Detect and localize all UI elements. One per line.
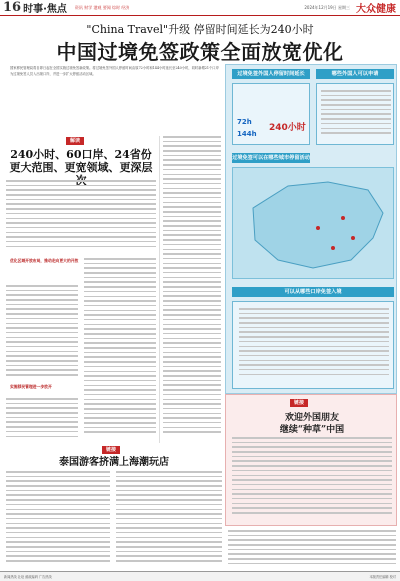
graphic-title-bottom: 可以从哪些口岸免签入境 [232, 287, 394, 297]
link-article [225, 394, 397, 526]
graphic-title-map: 过境免签可以在哪些城市停留活动 [232, 155, 310, 161]
link-title-2: 继续“种草”中国 [279, 425, 345, 435]
hours-panel [232, 83, 310, 145]
body-text-col-b [6, 285, 78, 381]
body-text-bottom-b [116, 471, 222, 567]
link-body-text [232, 437, 392, 523]
header-nav: 资讯 财学 港观 要闻 综时 经济 [74, 4, 130, 10]
section-heading-2: 更大范围、更宽领域、更深层次 [9, 161, 153, 187]
body-text-col-a [6, 180, 156, 254]
hours-old-b: 144h [237, 130, 257, 138]
infographic [225, 64, 397, 394]
countries-list [321, 90, 391, 140]
countries-panel [316, 83, 394, 145]
link-tag-bottom: 链接 [102, 446, 120, 454]
page-section: 时事·焦点 [23, 4, 67, 15]
subheadline: "China Travel"升级 停留时间延长为240小时 [86, 23, 314, 36]
china-map [232, 167, 394, 279]
hours-old-a: 72h [237, 118, 252, 126]
pull-quote-1: 优化区域开放布局，推动走向更大的开放 [10, 258, 79, 263]
hours-new: 240小时 [269, 123, 306, 133]
link-title-1: 欢迎外国朋友 [284, 413, 339, 423]
body-text-bottom-c [228, 530, 396, 568]
column-divider [159, 136, 160, 443]
newspaper-logo: 大众健康 [356, 4, 396, 15]
header-date: 2024年12月19日 星期三 [304, 4, 350, 10]
body-text-col-c [6, 398, 78, 442]
ports-panel [232, 301, 394, 389]
pull-quote-2: 实施移民管理进一步放开 [10, 384, 52, 389]
graphic-title-mid: 哪些外国人可以申请 [316, 69, 394, 79]
section-heading-1: 240小时、60口岸、24省份 [10, 148, 152, 161]
masthead [0, 0, 400, 16]
body-text-bottom-a [6, 471, 110, 567]
body-text-col-d [84, 258, 156, 442]
lead-paragraph: 国家移民管理局将自即日起在全国实施过境免签新政策。将过境免签外国人停留时间由原72小时和144小时延长至240小时，同时新增21个口岸为过境免签人员入出境口岸，并进一步扩大停留活动区域。 [10, 66, 219, 76]
page-number: 16 [3, 0, 22, 15]
china-map-icon [233, 168, 393, 278]
link-tag: 链接 [290, 399, 308, 407]
footer-right: 本版责任编辑 校对 [369, 575, 396, 579]
footer-left: 新闻热线 社址 邮政编码 广告热线 [4, 575, 52, 579]
headline: 中国过境免签政策全面放宽优化 [56, 40, 344, 64]
section-heading-3: 泰国游客挤满上海潮玩店 [59, 457, 169, 468]
interpretation-tag: 解读 [66, 137, 84, 145]
body-text-col-e [163, 136, 221, 442]
footer [0, 571, 400, 581]
ports-list [239, 308, 389, 384]
graphic-title-top: 过境免签外国人停留时间延长 [232, 69, 310, 79]
